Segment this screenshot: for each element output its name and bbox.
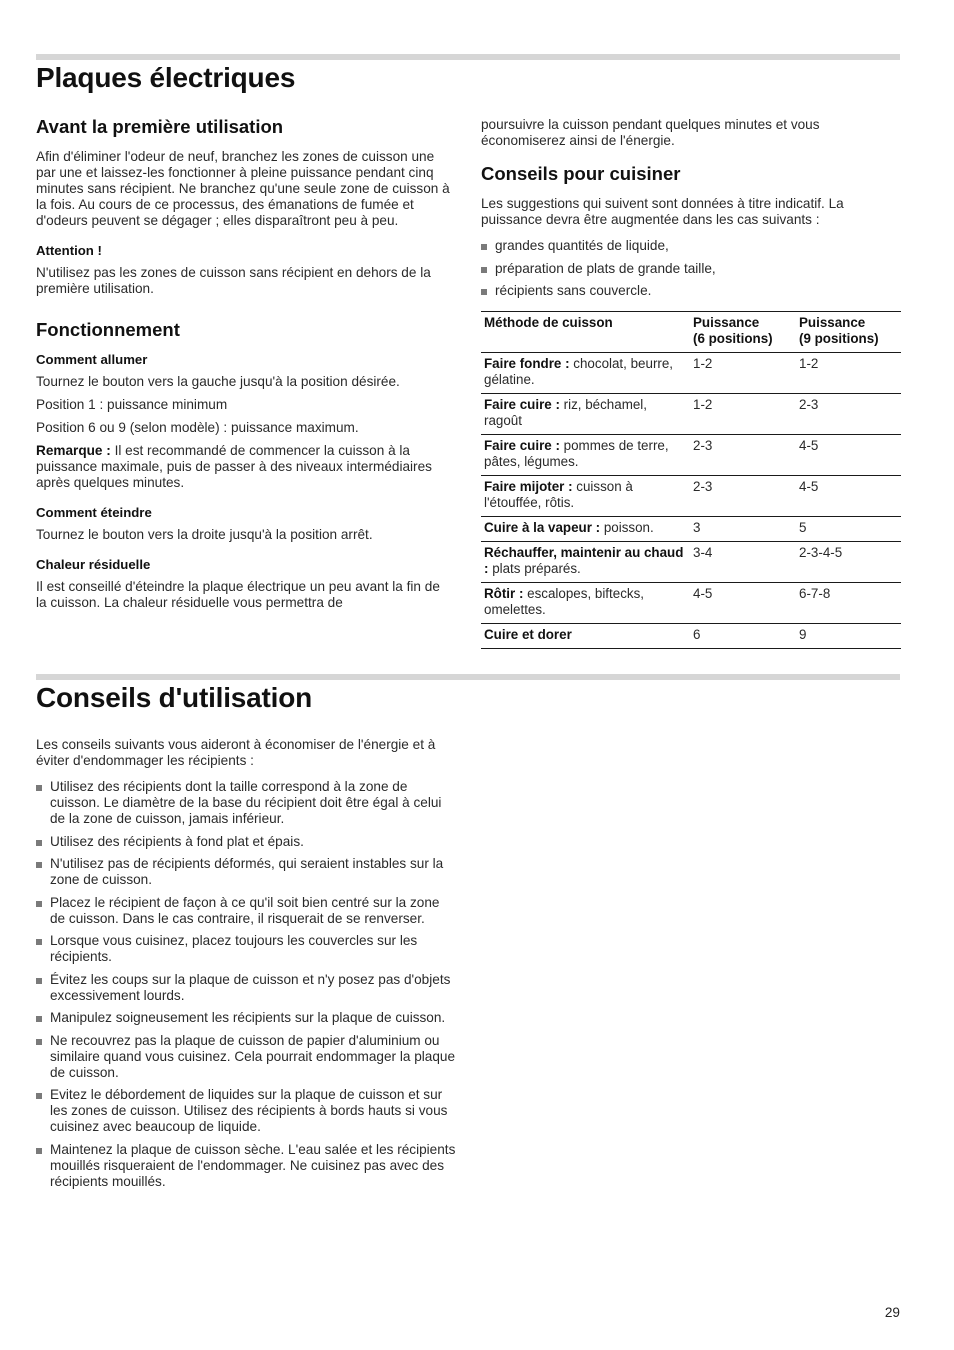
cell-methode: Réchauffer, maintenir au chaud : plats préparés.: [481, 542, 690, 583]
list-item: préparation de plats de grande taille,: [481, 261, 901, 277]
table-row: [481, 435, 901, 476]
square-bullet-icon: [36, 785, 42, 791]
text-position-6: Position 6 ou 9 (selon modèle) : puissance maximum.: [36, 420, 359, 435]
text-avant: Afin d'éliminer l'odeur de neuf, branchez les zones de cuisson une par une et laissez-les fonctionner à pleine puissance pendant cinq minutes sans récipient. Ne branchez qu'une seule zone de cuisson à la fois. Au cours de ce processus, des émanations de fumée et d'odeurs peuvent se dégager ; elles disparaîtront peu à peu.: [36, 149, 450, 228]
cell-p6: 2-3: [690, 476, 796, 517]
table-row: [481, 353, 901, 394]
page-number: 29: [884, 1305, 900, 1320]
heading-avant: Avant la première utilisation: [36, 116, 284, 137]
bullet-list-conseils: [481, 238, 901, 299]
square-bullet-icon: [481, 267, 487, 273]
table-row: [481, 476, 901, 517]
cell-p9: 2-3-4-5: [796, 542, 901, 583]
square-bullet-icon: [36, 939, 42, 945]
list-item: Lorsque vous cuisinez, placez toujours les couvercles sur les récipients.: [36, 933, 456, 965]
cell-methode: Rôtir : escalopes, biftecks, omelettes.: [481, 583, 690, 624]
right-column: [481, 117, 901, 649]
table-row: [481, 583, 901, 624]
square-bullet-icon: [36, 1093, 42, 1099]
text-eteindre: Tournez le bouton vers la droite jusqu'à la position arrêt.: [36, 527, 373, 542]
cell-methode: Faire cuire : pommes de terre, pâtes, légumes.: [481, 435, 690, 476]
square-bullet-icon: [36, 1039, 42, 1045]
section-title-plaques: Plaques électriques: [36, 62, 296, 93]
cell-p6: 2-3: [690, 435, 796, 476]
heading-fonctionnement: Fonctionnement: [36, 319, 180, 340]
list-item: Manipulez soigneusement les récipients sur la plaque de cuisson.: [36, 1010, 456, 1026]
text-continuation: poursuivre la cuisson pendant quelques minutes et vous économiserez ainsi de l'énergie.: [481, 117, 820, 148]
cell-p9: 6-7-8: [796, 583, 901, 624]
table-row: [481, 394, 901, 435]
heading-conseils-cuisiner: Conseils pour cuisiner: [481, 163, 681, 184]
list-item: Ne recouvrez pas la plaque de cuisson de papier d'aluminium ou similaire quand vous cuisinez. Cela pourrait endommager la plaque de cuisson.: [36, 1033, 456, 1081]
cell-p9: 9: [796, 624, 901, 649]
list-item: récipients sans couvercle.: [481, 283, 901, 299]
heading-allumer: Comment allumer: [36, 352, 148, 367]
cell-methode: Faire mijoter : cuisson à l'étouffée, rôtis.: [481, 476, 690, 517]
square-bullet-icon: [36, 901, 42, 907]
cell-p9: 2-3: [796, 394, 901, 435]
table-row: [481, 624, 901, 649]
square-bullet-icon: [36, 1148, 42, 1154]
list-item: Utilisez des récipients à fond plat et épais.: [36, 834, 456, 850]
square-bullet-icon: [36, 840, 42, 846]
cell-methode: Faire fondre : chocolat, beurre, gélatine.: [481, 353, 690, 394]
cell-p9: 4-5: [796, 476, 901, 517]
text-chaleur: Il est conseillé d'éteindre la plaque électrique un peu avant la fin de la cuisson. La chaleur résiduelle vous permettra de: [36, 579, 440, 610]
cell-methode: Cuire à la vapeur : poisson.: [481, 517, 690, 542]
square-bullet-icon: [481, 289, 487, 295]
cell-methode: Faire cuire : riz, béchamel, ragoût: [481, 394, 690, 435]
section-divider: [36, 674, 900, 680]
section-title-conseils: Conseils d'utilisation: [36, 682, 313, 713]
square-bullet-icon: [36, 1016, 42, 1022]
cell-p9: 1-2: [796, 353, 901, 394]
section-divider: [36, 54, 900, 60]
col-methode: Méthode de cuisson: [481, 312, 690, 353]
heading-attention: Attention !: [36, 243, 102, 258]
cell-p6: 3: [690, 517, 796, 542]
table-row: [481, 542, 901, 583]
cell-p6: 3-4: [690, 542, 796, 583]
cooking-table: [481, 311, 901, 649]
remarque-label: Remarque :: [36, 443, 111, 458]
text-remarque: [36, 443, 454, 491]
cell-p6: 1-2: [690, 394, 796, 435]
left-column: [36, 116, 454, 619]
square-bullet-icon: [36, 978, 42, 984]
remarque-text: Il est recommandé de commencer la cuisson à la puissance maximale, puis de passer à des niveaux intermédiaires après quelques minutes.: [36, 443, 432, 490]
text-attention: N'utilisez pas les zones de cuisson sans récipient en dehors de la première utilisation.: [36, 265, 431, 296]
list-item: Placez le récipient de façon à ce qu'il soit bien centré sur la zone de cuisson. Dans le cas contraire, il risquerait de se renverser.: [36, 895, 456, 927]
text-conseils: Les suggestions qui suivent sont données à titre indicatif. La puissance devra être augmentée dans les cas suivants :: [481, 196, 844, 227]
table-header-row: [481, 312, 901, 353]
conseils-column: [36, 737, 456, 1196]
heading-eteindre: Comment éteindre: [36, 505, 152, 520]
heading-chaleur: Chaleur résiduelle: [36, 557, 151, 572]
list-item: grandes quantités de liquide,: [481, 238, 901, 254]
table-row: [481, 517, 901, 542]
cell-methode: Cuire et dorer: [481, 624, 690, 649]
cell-p9: 4-5: [796, 435, 901, 476]
col-puissance-9: Puissance (9 positions): [796, 312, 901, 353]
text-intro: Les conseils suivants vous aideront à économiser de l'énergie et à éviter d'endommager les récipients :: [36, 737, 436, 768]
text-allumer: Tournez le bouton vers la gauche jusqu'à la position désirée.: [36, 374, 400, 389]
square-bullet-icon: [481, 244, 487, 250]
cell-p6: 4-5: [690, 583, 796, 624]
list-item: Évitez les coups sur la plaque de cuisson et n'y posez pas d'objets excessivement lourds.: [36, 972, 456, 1004]
list-item: N'utilisez pas de récipients déformés, qui seraient instables sur la zone de cuisson.: [36, 856, 456, 888]
col-puissance-6: Puissance (6 positions): [690, 312, 796, 353]
cell-p9: 5: [796, 517, 901, 542]
bullet-list-utilisation: [36, 779, 456, 1190]
text-position-1: Position 1 : puissance minimum: [36, 397, 228, 412]
square-bullet-icon: [36, 862, 42, 868]
list-item: Evitez le débordement de liquides sur la plaque de cuisson et sur les zones de cuisson. Utilisez des récipients à bords hauts si vous cuisinez avec beaucoup de liquide.: [36, 1087, 456, 1135]
cell-p6: 6: [690, 624, 796, 649]
list-item: Maintenez la plaque de cuisson sèche. L'eau salée et les récipients mouillés risqueraient de l'endommager. Ne cuisinez pas avec des récipients mouillés.: [36, 1142, 456, 1190]
cell-p6: 1-2: [690, 353, 796, 394]
list-item: Utilisez des récipients dont la taille correspond à la zone de cuisson. Le diamètre de la base du récipient doit être égal à celui de la zone de cuisson, jamais inférieur.: [36, 779, 456, 827]
